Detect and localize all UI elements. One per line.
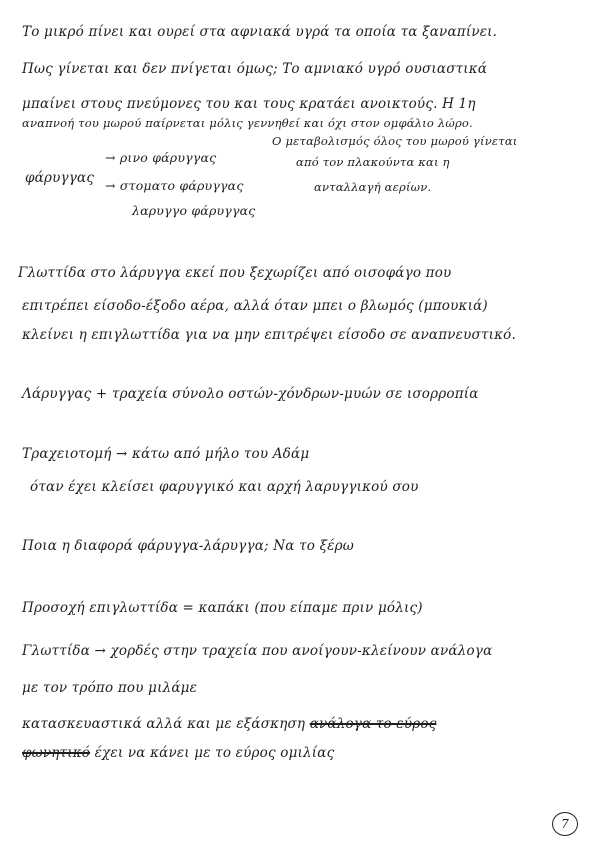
- struck-text: ανάλογα το εύρος: [309, 716, 437, 732]
- text-fragment: έχει να κάνει με το εύρος ομιλίας: [90, 745, 335, 761]
- text-line: όταν έχει κλείσει φαρυγγικό και αρχή λαρυγγικού σου: [30, 479, 419, 495]
- page-number: 7: [552, 812, 578, 836]
- text-line: Προσοχή επιγλωττίδα = καπάκι (που είπαμε πριν μόλις): [22, 600, 423, 616]
- struck-text: φωνητικό: [22, 745, 91, 761]
- text-line: από τον πλακούντα και η: [296, 155, 450, 169]
- text-line: Το μικρό πίνει και ουρεί στα αφνιακά υγρά τα οποία τα ξαναπίνει.: [22, 24, 498, 40]
- text-line: ανταλλαγή αερίων.: [314, 180, 432, 194]
- text-line: [22, 745, 334, 761]
- text-line: αναπνοή του μωρού παίρνεται μόλις γεννηθεί και όχι στον ομφάλιο λώρο.: [22, 116, 473, 130]
- pharynx-subitem: → ρινο φάρυγγας: [105, 150, 217, 165]
- pharynx-subitem: λαρυγγο φάρυγγας: [132, 203, 256, 218]
- text-line: Λάρυγγας + τραχεία σύνολο οστών-χόνδρων-μυών σε ισορροπία: [22, 386, 479, 402]
- text-line: με τον τρόπο που μιλάμε: [22, 680, 198, 696]
- pharynx-subitem: → στοματο φάρυγγας: [105, 178, 244, 193]
- pharynx-label: φάρυγγας: [25, 170, 95, 186]
- text-line: Ποια η διαφορά φάρυγγα-λάρυγγα; Να το ξέρω: [22, 538, 355, 554]
- text-line: [22, 716, 436, 732]
- text-line: Πως γίνεται και δεν πνίγεται όμως; Το αμνιακό υγρό ουσιαστικά: [22, 61, 488, 77]
- text-line: Τραχειοτομή → κάτω από μήλο του Αδάμ: [22, 446, 310, 462]
- text-line: επιτρέπει είσοδο-έξοδο αέρα, αλλά όταν μπει ο βλωμός (μπουκιά): [22, 298, 488, 314]
- text-line: κλείνει η επιγλωττίδα για να μην επιτρέψει είσοδο σε αναπνευστικό.: [22, 327, 516, 343]
- text-line: Γλωττίδα → χορδές στην τραχεία που ανοίγουν-κλείνουν ανάλογα: [22, 643, 493, 659]
- text-line: Ο μεταβολισμός όλος του μωρού γίνεται: [272, 134, 518, 148]
- text-line: Γλωττίδα στο λάρυγγα εκεί που ξεχωρίζει από οισοφάγο που: [18, 265, 452, 281]
- text-line: μπαίνει στους πνεύμονες του και τους κρατάει ανοικτούς. Η 1η: [22, 96, 476, 112]
- text-fragment: κατασκευαστικά αλλά και με εξάσκηση: [22, 716, 310, 732]
